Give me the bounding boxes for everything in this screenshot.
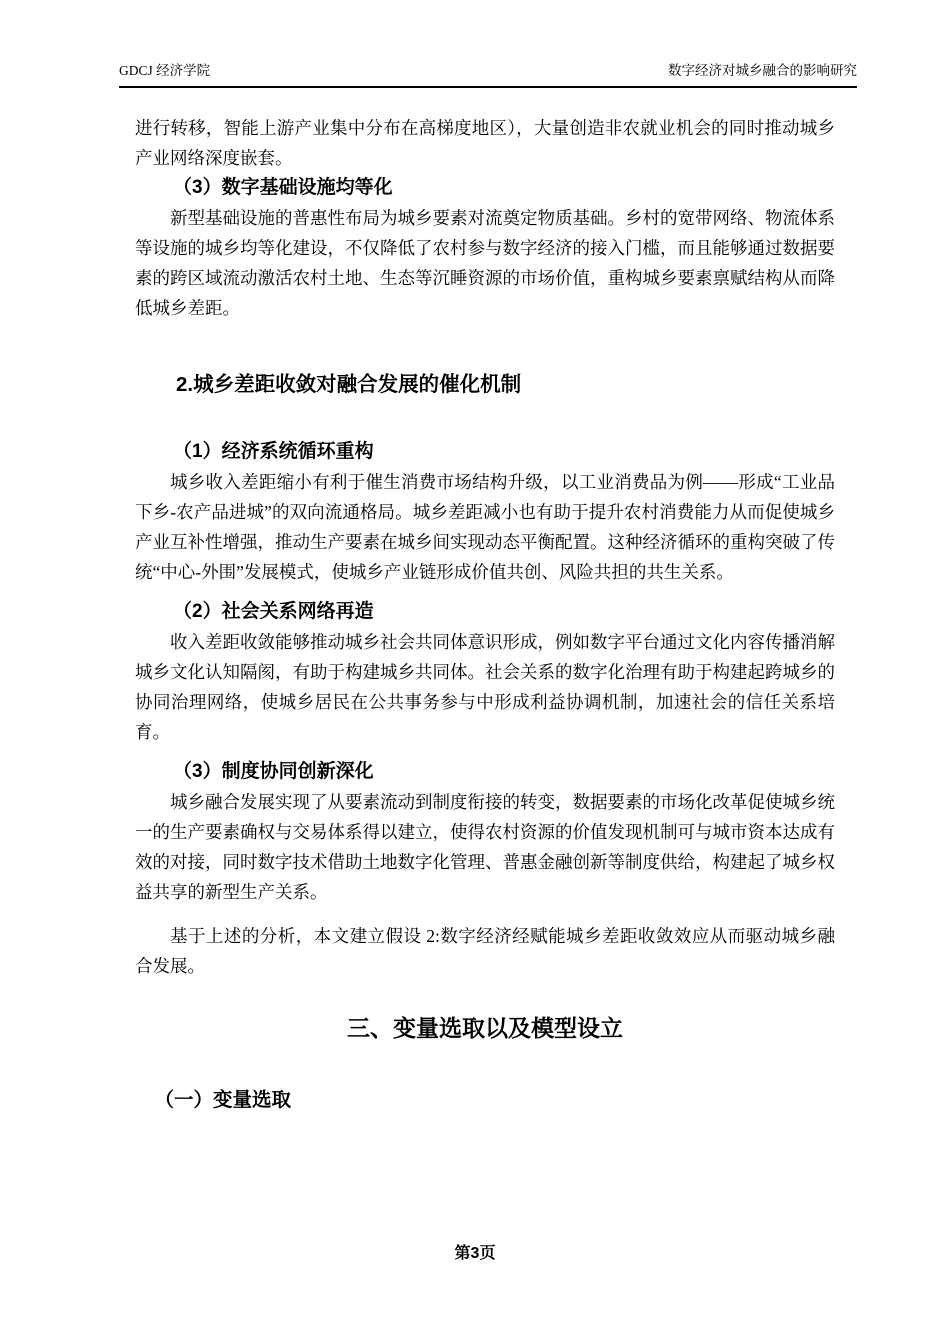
body-paragraph-hypothesis-2: 基于上述的分析，本文建立假设 2:数字经济经赋能城乡差距收敛效应从而驱动城乡融合发展。 <box>135 926 835 976</box>
body-paragraph-institutional: 城乡融合发展实现了从要素流动到制度衔接的转变，数据要素的市场化改革促使城乡统一的生产要素确权与交易体系得以建立，使得农村资源的价值发现机制可与城市资本达成有效的对接，同时数字技术借助土地数字化管理、普惠金融创新等制度供给，构建起了城乡权益共享的新型生产关系。 <box>135 792 835 902</box>
subheading-institutional-innovation: （3）制度协同创新深化 <box>173 761 374 782</box>
header-right-title: 数字经济对城乡融合的影响研究 <box>668 63 857 78</box>
page-number: 第3页 <box>454 1245 496 1262</box>
page-header <box>119 62 857 88</box>
subheading-digital-infrastructure-equalization: （3）数字基础设施均等化 <box>173 177 393 198</box>
body-paragraph-continuation: 进行转移，智能上游产业集中分布在高梯度地区），大量创造非农就业机会的同时推动城乡产业网络深度嵌套。 <box>135 118 835 168</box>
body-paragraph-economic-cycle: 城乡收入差距缩小有利于催生消费市场结构升级，以工业消费品为例——形成“工业品下乡-农产品进城”的双向流通格局。城乡差距减小也有助于提升农村消费能力从而促使城乡产业互补性增强，推动生产要素在城乡间实现动态平衡配置。这种经济循环的重构突破了传统“中心-外围”发展模式，使城乡产业链形成价值共创、风险共担的共生关系。 <box>135 472 835 582</box>
subheading-economic-system-cycle: （1）经济系统循环重构 <box>173 441 374 462</box>
body-paragraph-social-network: 收入差距收敛能够推动城乡社会共同体意识形成，例如数字平台通过文化内容传播消解城乡文化认知隔阂，有助于构建城乡共同体。社会关系的数字化治理有助于构建起跨城乡的协同治理网络，使城乡居民在公共事务参与中形成利益协调机制，加速社会的信任关系培育。 <box>135 632 835 742</box>
page-footer <box>0 1242 950 1266</box>
document-body <box>135 113 835 1115</box>
chapter-heading-variables-and-model: 三、变量选取以及模型设立 <box>347 1015 623 1041</box>
subheading-social-network-rebuild: （2）社会关系网络再造 <box>173 601 374 622</box>
section-heading-gap-convergence-mechanism: 2.城乡差距收敛对融合发展的催化机制 <box>176 373 522 396</box>
header-left-title: GDCJ 经济学院 <box>119 63 211 78</box>
body-paragraph-infrastructure: 新型基础设施的普惠性布局为城乡要素对流奠定物质基础。乡村的宽带网络、物流体系等设施的城乡均等化建设，不仅降低了农村参与数字经济的接入门槛，而且能够通过数据要素的跨区域流动激活农村土地、生态等沉睡资源的市场价值，重构城乡要素禀赋结构从而降低城乡差距。 <box>135 208 835 318</box>
subchapter-heading-variable-selection: （一）变量选取 <box>154 1089 292 1111</box>
